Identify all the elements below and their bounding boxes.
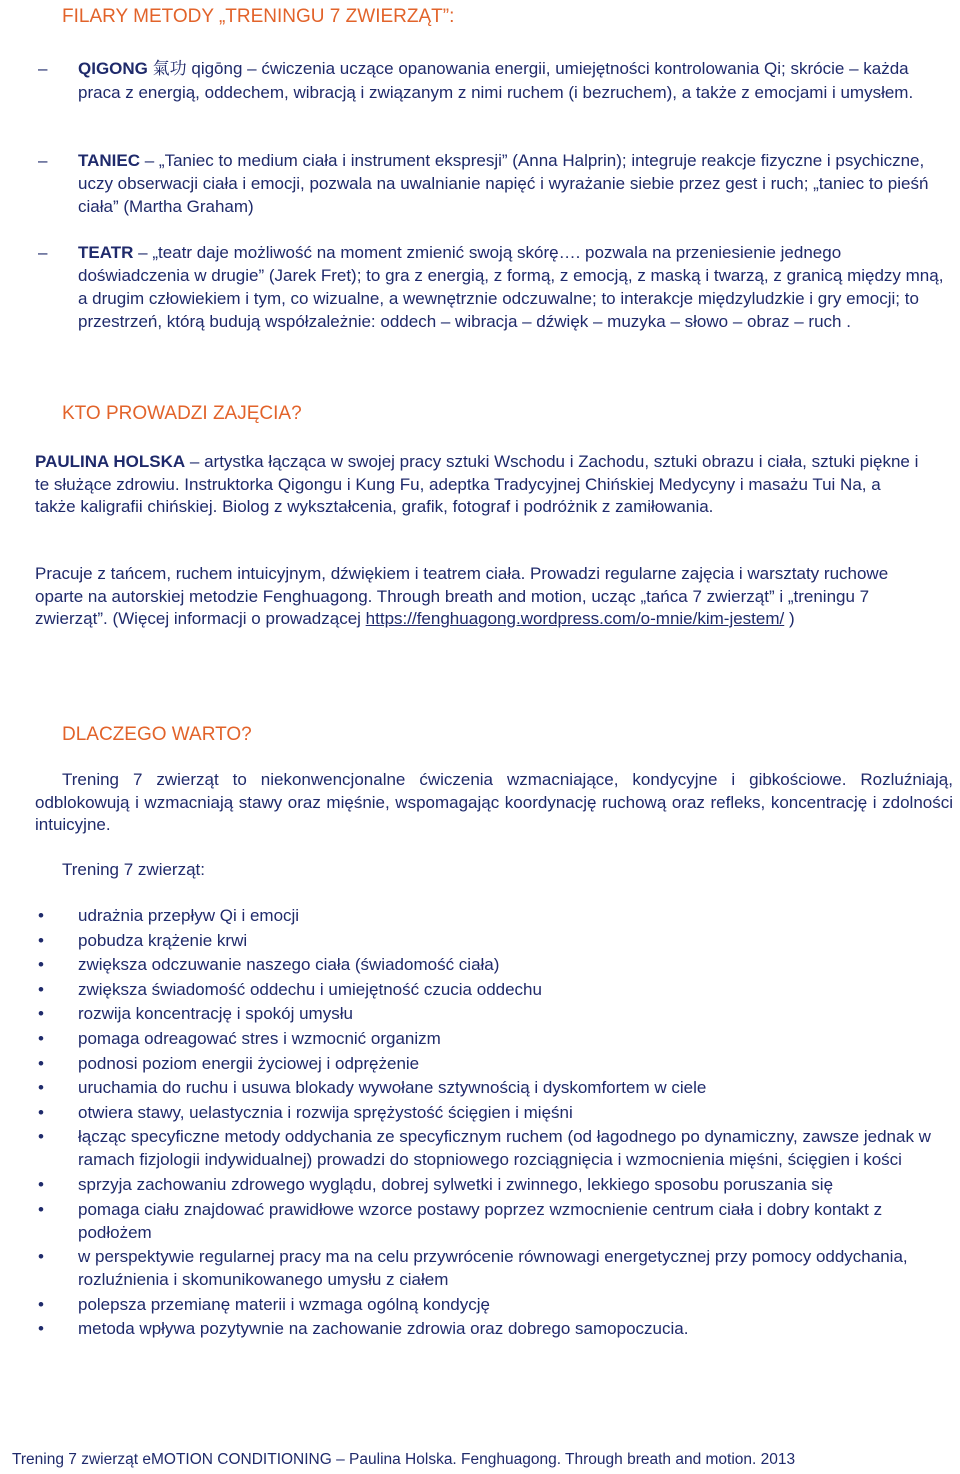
pillar-description: – „teatr daje możliwość na moment zmienić swoją skórę…. pozwala na przeniesienie jednego doświadczenia w drugie” (Jarek Fret); to gra z energią, z formą, z emocją, z maską i twarzą, z granicą między mną, a drugim człowiekiem i tym, co wizualne, a wewnętrznie odczuwalne; to interakcje międzyludzkie i gry emocji; to przestrzeń, którą budują współzależnie: oddech – wibracja – dźwięk – muzyka – słowo – obraz – ruch .	[78, 243, 944, 331]
instructor-bio	[35, 451, 925, 519]
instructor-work	[35, 563, 925, 631]
pillar-description: qigōng – ćwiczenia uczące opanowania energii, umiejętności kontrolowania Qi; skrócie – każda praca z energią, oddechem, wibracją i związanym z nimi ruchem (i bezruchem), a także z emocjami i umysłem.	[78, 59, 914, 102]
page-footer: Trening 7 zwierząt eMOTION CONDITIONING – Paulina Holska. Fenghuagong. Through breath and motion. 2013	[12, 1451, 796, 1468]
list-item: • zwiększa świadomość oddechu i umiejętność czucia oddechu	[38, 978, 938, 1001]
why-intro	[35, 769, 953, 837]
list-item: • pomaga ciału znajdować prawidłowe wzorce postawy poprzez wzmocnienie centrum ciała i dobry kontakt z podłożem	[38, 1198, 938, 1244]
pillar-name: TEATR	[78, 243, 134, 262]
pillar-name: QIGONG	[78, 59, 148, 78]
benefits-subheading: Trening 7 zwierząt:	[62, 860, 205, 879]
instructor-bio-text: – artystka łącząca w swojej pracy sztuki Wschodu i Zachodu, sztuki obrazu i ciała, sztuki piękne i te służące zdrowiu. Instruktorka Qigongu i Kung Fu, adeptka Tradycyjnej Chińskiej Medycyny i masażu Tui Na, a także kaligrafii chińskiej. Biolog z wykształcenia, grafik, fotograf i podróżnik z zamiłowania.	[35, 452, 919, 516]
list-item: • uruchamia do ruchu i usuwa blokady wywołane sztywnością i dyskomfortem w ciele	[38, 1076, 938, 1099]
list-item: • pobudza krążenie krwi	[38, 929, 938, 952]
closing-parenthesis: )	[784, 609, 795, 628]
list-item: • w perspektywie regularnej pracy ma na celu przywrócenie równowagi energetycznej przy pomocy oddychania, rozluźnienia i skomunikowanego umysłu z ciałem	[38, 1245, 938, 1291]
instructor-name: PAULINA HOLSKA	[35, 452, 186, 471]
list-item: • sprzyja zachowaniu zdrowego wyglądu, dobrej sylwetki i zwinnego, lekkiego sposobu poruszania się	[38, 1173, 938, 1196]
list-item: • zwiększa odczuwanie naszego ciała (świadomość ciała)	[38, 953, 938, 976]
list-item: • otwiera stawy, uelastycznia i rozwija sprężystość ścięgien i mięśni	[38, 1101, 938, 1124]
pillar-qigong	[38, 57, 952, 104]
dash-bullet: –	[38, 151, 48, 170]
list-item: • udrażnia przepływ Qi i emocji	[38, 904, 938, 927]
list-item: • polepsza przemianę materii i wzmaga ogólną kondycję	[38, 1293, 938, 1316]
pillar-name: TANIEC	[78, 151, 141, 170]
benefits-list	[38, 904, 938, 1342]
list-item: • metoda wpływa pozytywnie na zachowanie zdrowia oraz dobrego samopoczucia.	[38, 1317, 938, 1340]
list-item: • pomaga odreagować stres i wzmocnić organizm	[38, 1027, 938, 1050]
page-title: FILARY METODY „TRENINGU 7 ZWIERZĄT”:	[62, 6, 455, 27]
instructor-website-link[interactable]: https://fenghuagong.wordpress.com/o-mnie/kim-jestem/	[365, 609, 785, 628]
section-heading-who: KTO PROWADZI ZAJĘCIA?	[62, 403, 302, 424]
pillar-description: – „Taniec to medium ciała i instrument ekspresji” (Anna Halprin); integruje reakcje fizyczne i psychiczne, uczy obserwacji ciała i emocji, pozwala na uwalnianie napięć i wyrażanie siebie przez gest i ruch; „taniec to pieśń ciała” (Martha Graham)	[78, 151, 929, 216]
qigong-chinese-characters: 氣功	[152, 59, 187, 79]
pillar-taniec	[38, 149, 952, 218]
why-intro-text: Trening 7 zwierząt to niekonwencjonalne ćwiczenia wzmacniające, kondycyjne i gibkościowe. Rozluźniają, odblokowują i wzmacniają stawy oraz mięśnie, wspomagając koordynację ruchową oraz refleks, koncentrację i zdolności intuicyjne.	[35, 770, 953, 834]
list-item: • łącząc specyficzne metody oddychania ze specyficznym ruchem (od łagodnego po dynamiczny, zawsze jednak w ramach fizjologii indywidualnej) prowadzi do stopniowego rozciągnięcia i wzmocnienia mięśni, ścięgien i kości	[38, 1125, 938, 1171]
list-item: • rozwija koncentrację i spokój umysłu	[38, 1002, 938, 1025]
instructor-work-text: Pracuje z tańcem, ruchem intuicyjnym, dźwiękiem i teatrem ciała. Prowadzi regularne zajęcia i warsztaty ruchowe oparte na autorskiej metodzie Fenghuagong. Through breath and motion, ucząc „tańca 7 zwierząt” i „treningu 7 zwierząt”. (Więcej informacji o prowadzącej	[35, 564, 889, 628]
dash-bullet: –	[38, 243, 48, 262]
pillar-teatr	[38, 241, 952, 333]
dash-bullet: –	[38, 59, 48, 78]
section-heading-why: DLACZEGO WARTO?	[62, 724, 252, 745]
list-item: • podnosi poziom energii życiowej i odprężenie	[38, 1052, 938, 1075]
